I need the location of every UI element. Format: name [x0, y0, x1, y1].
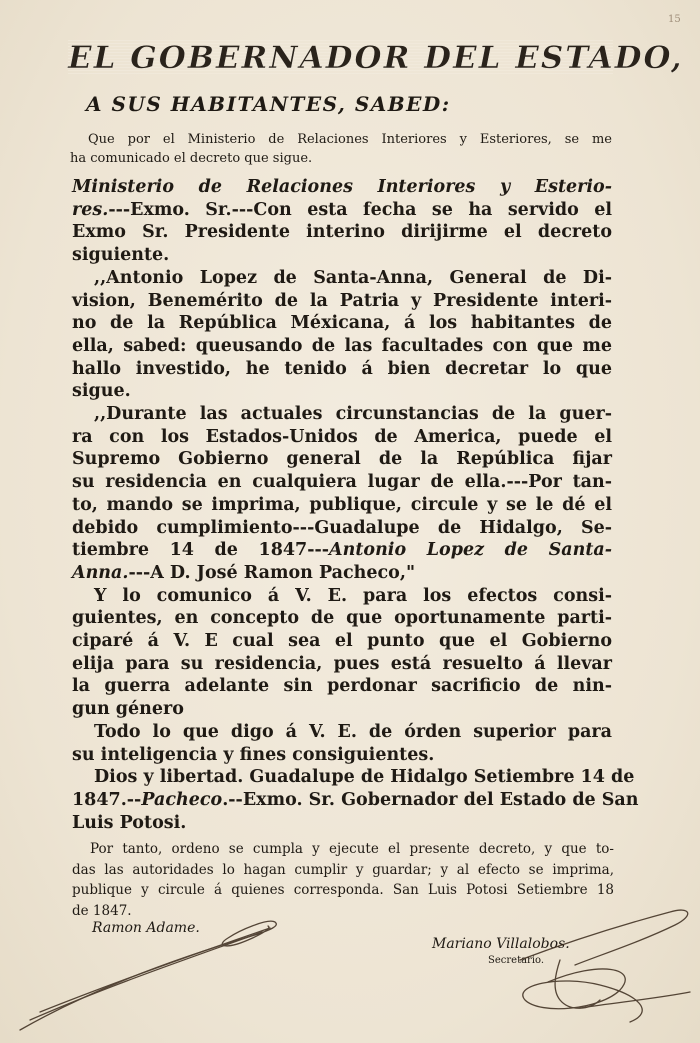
decree-italic-text: Anna. — [72, 562, 129, 583]
decree-text: vision, Benemérito de la Patria y Presidente interi- — [72, 290, 612, 311]
signature-mariano-villalobos: Mariano Villalobos. — [432, 936, 570, 952]
document-subtitle: A SUS HABITANTES, SABED: — [86, 92, 451, 116]
corner-pencil-mark: 15 — [668, 14, 681, 25]
decree-text: ciparé á V. E cual sea el punto que el Gobierno — [72, 631, 612, 652]
decree-italic-text: Ministerio de Relaciones Interiores y Esterio- — [72, 177, 612, 197]
decree-text: Y lo comunico á V. E. para los efectos consi- — [94, 585, 612, 606]
decree-text: guientes, en concepto de que oportunamente parti- — [72, 608, 612, 629]
decree-italic-text: Antonio Lopez de Santa- — [329, 540, 612, 561]
decree-text: su inteligencia y fines consiguientes. — [72, 744, 435, 765]
closing-line: das las autoridades lo hagan cumplir y guardar; y al efecto se imprima, — [72, 861, 614, 878]
decree-text: to, mando se imprima, publique, circule y se le dé el — [72, 494, 612, 515]
decree-text: .--Exmo. Sr. Gobernador del Estado de San — [222, 789, 639, 810]
decree-text: ,,Antonio Lopez de Santa-Anna, General de Di- — [94, 267, 612, 288]
document-title: EL GOBERNADOR DEL ESTADO, — [68, 40, 684, 76]
left-rubric-stroke — [20, 921, 276, 1030]
decree-text: ra con los Estados-Unidos de America, puede el — [72, 426, 612, 447]
decree-text: ,,Durante las actuales circunstancias de la guer- — [94, 404, 612, 425]
decree-text: Todo lo que digo á V. E. de órden superior para — [94, 721, 612, 742]
intro-line: ha comunicado el decreto que sigue. — [70, 151, 313, 166]
decree-text: la guerra adelante sin perdonar sacrificio de nin- — [72, 676, 612, 697]
decree-text: siguiente. — [72, 245, 170, 266]
signature-ramon-adame: Ramon Adame. — [92, 920, 200, 936]
decree-text: ---Exmo. Sr.---Con esta fecha se ha servido el — [108, 199, 612, 220]
decree-text: Supremo Gobierno general de la República fijar — [72, 449, 612, 470]
right-rubric-stroke — [520, 910, 688, 965]
decree-text: elija para su residencia, pues está resuelto á llevar — [72, 653, 612, 674]
closing-line: Por tanto, ordeno se cumpla y ejecute el presente decreto, y que to- — [90, 841, 614, 857]
decree-text: Dios y libertad. Guadalupe de Hidalgo Setiembre 14 de — [94, 767, 635, 788]
intro-line: Que por el Ministerio de Relaciones Interiores y Esteriores, se me — [88, 132, 612, 147]
right-rubric-stroke — [523, 969, 642, 1022]
decree-text: Luis Potosi. — [72, 812, 187, 833]
decree-italic-text: Pacheco — [141, 789, 223, 810]
closing-line: publique y circule á quienes corresponda. San Luis Potosi Setiembre 18 — [72, 882, 614, 898]
decree-text: ella, sabed: queusando de las facultades con que me — [72, 335, 612, 356]
right-rubric-stroke — [580, 992, 690, 1008]
decree-text: gun género — [72, 699, 184, 720]
decree-text: ---A D. José Ramon Pacheco," — [128, 562, 416, 583]
decree-text: 1847.-- — [72, 789, 142, 810]
decree-text: no de la República Méxicana, á los habitantes de — [72, 313, 612, 334]
decree-text: tiembre 14 de 1847--- — [72, 540, 330, 561]
closing-line: de 1847. — [72, 902, 132, 919]
decree-text: debido cumplimiento---Guadalupe de Hidalgo, Se- — [72, 517, 612, 538]
decree-italic-text: res. — [72, 199, 109, 220]
decree-text: su residencia en cualquiera lugar de ella.---Por tan- — [72, 472, 612, 493]
decree-text: sigue. — [72, 381, 131, 402]
decree-text: Exmo Sr. Presidente interino dirijirme el decreto — [72, 222, 612, 243]
signature-role: Secretario. — [488, 955, 545, 966]
decree-text: hallo investido, he tenido á bien decretar lo que — [72, 358, 612, 379]
